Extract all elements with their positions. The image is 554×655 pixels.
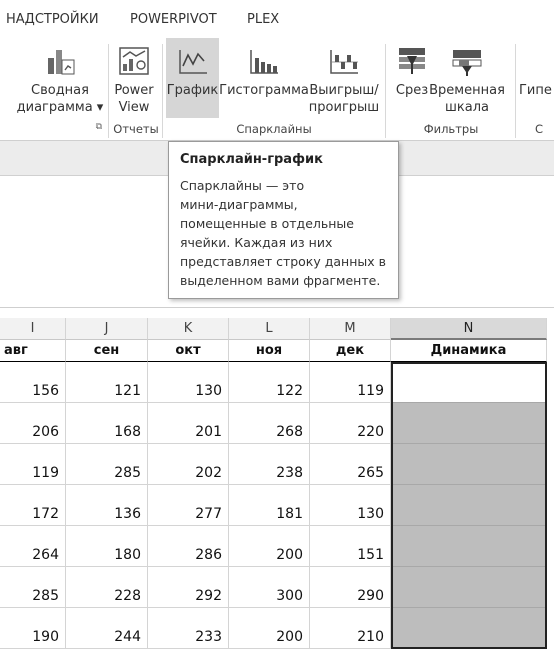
header-cell-dec[interactable]: дек [310, 340, 391, 362]
column-header-k[interactable]: K [148, 318, 229, 340]
hyperlink-label: Гипе [519, 83, 552, 98]
table-cell[interactable]: 300 [229, 567, 310, 608]
table-cell[interactable]: 233 [148, 608, 229, 649]
dialog-launcher-icon[interactable]: ⧉ [95, 122, 102, 132]
group-label-sparklines: Спарклайны [236, 122, 312, 136]
group-label-cut: С [535, 122, 544, 136]
table-cell[interactable]: 286 [148, 526, 229, 567]
table-cell[interactable]: 181 [229, 485, 310, 526]
sparkline-target-cell[interactable] [391, 608, 547, 649]
group-label-reports: Отчеты [113, 122, 159, 136]
group-separator [385, 44, 386, 138]
ribbon [0, 38, 554, 141]
table-cell[interactable]: 130 [310, 485, 391, 526]
sparkline-target-cell[interactable] [391, 526, 547, 567]
group-label-filters: Фильтры [423, 122, 479, 136]
table-cell[interactable]: 156 [0, 362, 66, 403]
table-cell[interactable]: 290 [310, 567, 391, 608]
line-sparkline-icon [176, 44, 210, 78]
table-cell[interactable]: 292 [148, 567, 229, 608]
tab-plex[interactable]: PLEX [247, 12, 280, 27]
table-cell[interactable]: 238 [229, 444, 310, 485]
table-cell[interactable]: 268 [229, 403, 310, 444]
line-label: График [166, 83, 219, 98]
hyperlink-button[interactable] [519, 38, 554, 118]
ribbon-tab-bar [0, 0, 554, 38]
pivot-chart-icon [43, 44, 77, 78]
table-cell[interactable]: 200 [229, 526, 310, 567]
table-cell[interactable]: 136 [66, 485, 148, 526]
sparkline-target-cell[interactable] [391, 444, 547, 485]
winloss-label: Выигрыш/ проигрыш [308, 83, 380, 115]
table-cell[interactable]: 285 [66, 444, 148, 485]
timeline-button[interactable] [429, 38, 505, 118]
table-cell[interactable]: 206 [0, 403, 66, 444]
column-header-j[interactable]: J [66, 318, 148, 340]
winloss-sparkline-icon [327, 44, 361, 78]
slicer-label: Срез [395, 83, 429, 98]
column-header-m[interactable]: M [310, 318, 391, 340]
power-view-button[interactable] [111, 38, 157, 118]
pivot-chart-label: Сводная диаграмма ▾ [16, 83, 104, 115]
table-cell[interactable]: 200 [229, 608, 310, 649]
sparkline-winloss-button[interactable] [308, 38, 380, 118]
sparkline-target-cell[interactable] [391, 485, 547, 526]
table-cell[interactable]: 122 [229, 362, 310, 403]
table-cell[interactable]: 220 [310, 403, 391, 444]
table-cell[interactable]: 264 [0, 526, 66, 567]
table-cell[interactable]: 168 [66, 403, 148, 444]
table-cell[interactable]: 265 [310, 444, 391, 485]
tab-addins[interactable]: НАДСТРОЙКИ [6, 12, 99, 27]
table-cell[interactable]: 228 [66, 567, 148, 608]
header-cell-sep[interactable]: сен [66, 340, 148, 362]
tooltip-title: Спарклайн-график [180, 152, 323, 167]
sparkline-line-button[interactable] [166, 38, 219, 118]
sparkline-target-cell[interactable] [391, 567, 547, 608]
table-cell[interactable]: 180 [66, 526, 148, 567]
timeline-label: Временная шкала [429, 83, 505, 115]
power-view-label: Power View [114, 83, 154, 115]
header-cell-dynamics[interactable]: Динамика [391, 340, 547, 362]
group-separator [515, 44, 516, 138]
table-cell[interactable]: 151 [310, 526, 391, 567]
table-cell[interactable]: 172 [0, 485, 66, 526]
group-separator [108, 44, 109, 138]
column-header-i[interactable]: I [0, 318, 66, 340]
table-cell[interactable]: 210 [310, 608, 391, 649]
sparkline-column-button[interactable] [219, 38, 309, 118]
table-cell[interactable]: 244 [66, 608, 148, 649]
column-header-l[interactable]: L [229, 318, 310, 340]
tooltip-body: Спарклайны — это мини-диаграммы, помещенные в отдельные ячейки. Каждая из них представляет строку данных в выделенном вами фрагменте. [180, 178, 386, 288]
table-cell[interactable]: 121 [66, 362, 148, 403]
header-cell-oct[interactable]: окт [148, 340, 229, 362]
group-separator [162, 44, 163, 138]
table-cell[interactable]: 119 [310, 362, 391, 403]
table-cell[interactable]: 190 [0, 608, 66, 649]
header-cell-nov[interactable]: ноя [229, 340, 310, 362]
timeline-icon [450, 44, 484, 78]
table-cell[interactable]: 130 [148, 362, 229, 403]
header-cell-aug[interactable]: авг [0, 340, 66, 362]
slicer-button[interactable] [391, 38, 433, 118]
histogram-label: Гистограмма [219, 83, 309, 98]
column-sparkline-icon [247, 44, 281, 78]
hyperlink-icon [519, 44, 553, 78]
table-cell[interactable]: 202 [148, 444, 229, 485]
table-cell[interactable]: 201 [148, 403, 229, 444]
sparkline-target-cell[interactable] [391, 403, 547, 444]
pivot-chart-button[interactable] [14, 38, 106, 118]
tab-powerpivot[interactable]: POWERPIVOT [130, 12, 217, 27]
table-cell[interactable]: 277 [148, 485, 229, 526]
column-header-n[interactable]: N [391, 318, 547, 340]
slicer-icon [395, 44, 429, 78]
table-cell[interactable]: 119 [0, 444, 66, 485]
sparkline-line-tooltip [168, 141, 399, 299]
table-cell[interactable]: 285 [0, 567, 66, 608]
sparkline-target-cell[interactable] [391, 362, 547, 403]
power-view-icon [117, 44, 151, 78]
